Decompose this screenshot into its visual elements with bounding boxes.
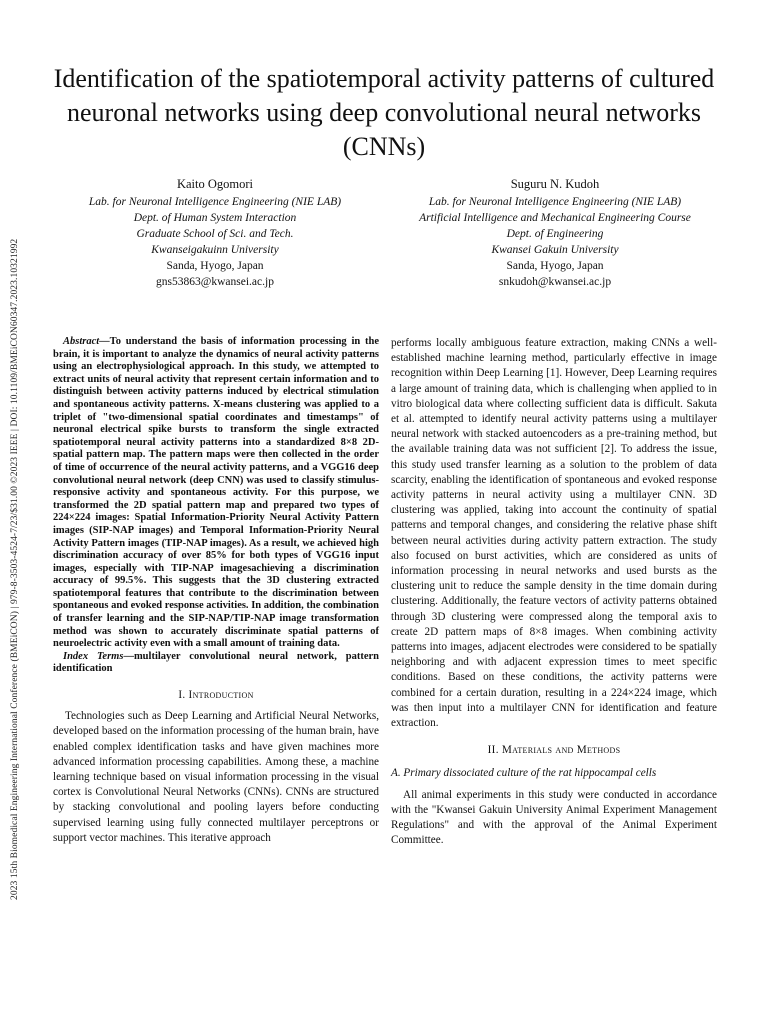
introduction-paragraph-continued: performs locally ambiguous feature extraction, making CNNs a well-established machine learning method, particularly effective in image recognition within Deep Learning [1]. However, Deep Learning requires a large amount of training data, which is challenging when applied to in vitro biological data where collecting sufficient data is difficult. Sakuta et al. attempted to identify neural activity patterns using a multilayer neural network with stacked autoencoders as a pre-training method, but the available training data was not sufficient [2]. To address the issue, this study used transfer learning as a solution to the problem of data scarcity, enabling the identification of spontaneous and evoked response activity patterns in neural activity using a multilayer CNN. 3D clustering was applied, taking into account the continuity of spatial patterns and temporal changes, and considering the relative phase shift between neural activities during activity pattern extraction. The study also focused on burst activities, which are considered as units of information processing in neural networks and used bursts as the clustering unit to reduce the sample density in the time domain during clustering. Additionally, the feature vectors of activity patterns obtained through 3D clustering were compressed along the temporal axis to create 2D pattern maps of 8×8 images. When combining activity patterns into images, adjacent electrodes were considered to be spatially neighboring and with adjacent expression times to meet specific conditions. Based on these conditions, the activity patterns were combined for a certain duration, resulting in a 224×224 image, which was then input into a multilayer CNN for identification and feature extraction. [391, 337, 717, 730]
author-block-1 [45, 176, 385, 290]
abstract [53, 336, 379, 651]
index-terms-label: Index Terms [63, 650, 124, 662]
right-column [391, 336, 717, 849]
author-affiliation: Lab. for Neuronal Intelligence Engineering (NIE LAB) [428, 196, 682, 208]
subsection-heading-culture: A. Primary dissociated culture of the rat hippocampal cells [391, 767, 657, 780]
abstract-label: Abstract [63, 336, 100, 347]
paper-title: Identification of the spatiotemporal activity patterns of cultured neuronal networks using deep convolutional neural networks (CNNs) [53, 64, 715, 161]
author-affiliation: Artificial Intelligence and Mechanical Engineering Course [419, 212, 691, 224]
section-heading-materials-methods: II. Materials and Methods [487, 744, 621, 757]
author-email[interactable]: gns53863@kwansei.ac.jp [156, 276, 274, 288]
author-email[interactable]: snkudoh@kwansei.ac.jp [498, 276, 612, 288]
methods-paragraph: All animal experiments in this study were conducted in accordance with the "Kwansei Gakuin University Animal Experiment Management Regulations" and with the approval of the Animal Experiment Committee. [391, 788, 717, 847]
author-name: Kaito Ogomori [176, 177, 254, 191]
author-affiliation: Kwansei Gakuin University [491, 244, 619, 256]
section-heading-introduction: I. Introduction [178, 689, 254, 702]
side-citation: 2023 15th Biomedical Engineering International Conference (BMEiCON) | 979-8-3503-4524-7/23/$31.00 ©2023 IEEE | DOI: 10.1109/BMEiCON60347.2023.10321992 [10, 238, 20, 900]
left-column [53, 336, 379, 846]
author-affiliation: Dept. of Engineering [506, 228, 604, 240]
author-affiliation: Dept. of Human System Interaction [133, 212, 297, 224]
author-affiliation: Kwanseigakuinn University [151, 244, 279, 256]
author-name: Suguru N. Kudoh [510, 177, 600, 191]
introduction-paragraph: Technologies such as Deep Learning and Artificial Neural Networks, developed based on the information processing of the human brain, have enabled complex identification tasks and have given machines more advanced information processing capabilities. Among these, a machine learning technique based on visual information processing in the visual cortex is Convolutional Neural Networks (CNNs). CNNs are structured by stacking convolutional and pooling layers before conducting supervised learning using fully connected multilayer perceptrons or support vector machines. This iterative approach [53, 710, 379, 844]
abstract-text: —To understand the basis of information processing in the brain, it is important to analyze the dynamics of neural activity patterns using an electrophysiological approach. In this study, we attempted to extract units of neural activity that represent certain information and to distinguish between activity patterns induced by electrical stimulation and spontaneous activity patterns. X-means clustering was applied to a triplet of "two-dimensional spatial coordinates and timestamps" of neuronal electrical spike bursts to transform the single extracted spatiotemporal neural activity patterns into a standardized 8×8 2D-spatial pattern map. The pattern maps were then collected in the order of time of occurrence of the neural activity patterns, and a VGG16 deep convolutional neural network (deep CNN) was used to classify stimulus-responsive activity and spontaneous activity. For this purpose, we transformed the 2D spatial pattern map and prepared two types of 224×224 images: Spatial Information-Priority Neural Activity Pattern images (SIP-NAP images) and Temporal Information-Priority Neural Activity Pattern images (TIP-NAP images). As a result, we achieved high discrimination accuracy of over 85% for both types of VGG16 input images, especially with TIP-NAP imagesachieving a discrimination accuracy of 99.5%. This suggests that the 3D clustering extracted spatiotemporal features that contribute to the discrimination between spontaneous and evoked response activities. In addition, the combination of transfer learning and the SIP-NAP/TIP-NAP image transformation method was shown to accurately discriminate spatial patterns of neuroelectric activity even with a small amount of training data. [53, 336, 379, 650]
author-affiliation: Lab. for Neuronal Intelligence Engineering (NIE LAB) [88, 196, 342, 208]
author-location: Sanda, Hyogo, Japan [166, 260, 264, 272]
author-block-2 [385, 176, 725, 290]
author-location: Sanda, Hyogo, Japan [506, 260, 604, 272]
author-affiliation: Graduate School of Sci. and Tech. [136, 228, 294, 240]
index-terms [53, 651, 379, 676]
index-terms-text: —multilayer convolutional neural network, pattern identification [53, 650, 379, 675]
